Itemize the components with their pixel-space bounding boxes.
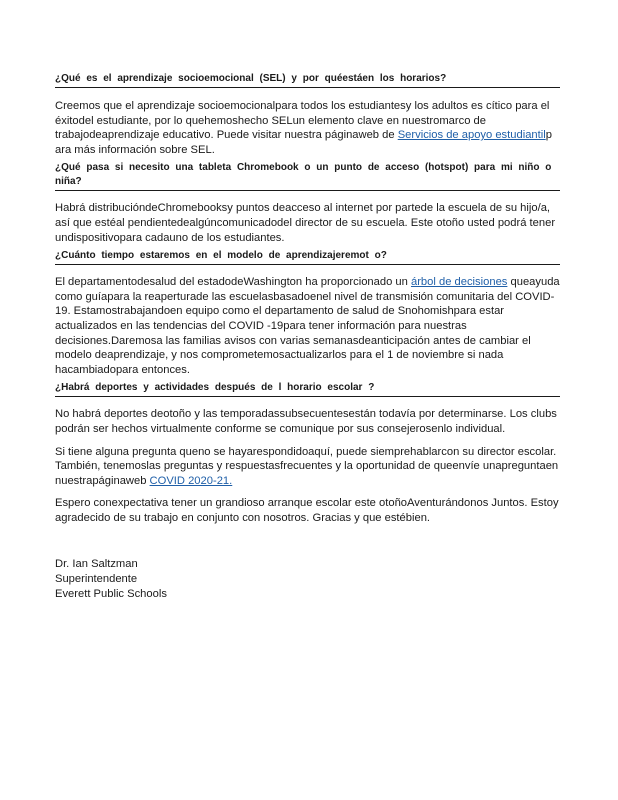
signature-block (55, 557, 560, 602)
heading-sel: ¿Qué es el aprendizaje socioemocional (SEL) y por quéestáen los horarios? (55, 72, 560, 88)
signature-org: Everett Public Schools (55, 588, 167, 601)
heading-chromebook: ¿Qué pasa si necesito una tableta Chromebook o un punto de acceso (hotspot) para mi niño o niña? (55, 161, 560, 191)
paragraph-questions (55, 445, 560, 489)
link-student-support-services[interactable]: Servicios de apoyo estudiantil (397, 129, 546, 142)
paragraph-sel (55, 99, 560, 157)
paragraph-text-after: p ara más información sobre SEL. (55, 129, 552, 156)
link-decision-tree[interactable]: árbol de decisiones (410, 276, 508, 289)
paragraph-text: El departamentodesalud del estadodeWashington ha proporcionado un (55, 276, 411, 289)
paragraph-sports: No habrá deportes deotoño y las temporadassubsecuentesestán todavía por determinarse. Los clubs podrán ser hechos virtualmente conforme se comunique por sus consejerosenlo individual. (55, 408, 557, 435)
paragraph-closing: Espero conexpectativa tener un grandioso arranque escolar este otoñoAventurándonos Juntos. Estoy agradecido de su trabajo en conjunto con nosotros. Gracias y que estébien. (55, 497, 559, 524)
heading-sports: ¿Habrá deportes y actividades después de l horario escolar ? (55, 381, 560, 397)
paragraph-text-after: queayuda como guíapara la reaperturade las escuelasbasadoenel nivel de transmisión comunitaria del COVID-19. Estamostrabajandoen equipo como el departamento de salud de Snohomishpara estar actualizados en las tendencias del COVID -19para tener información para nuestras decisiones.Daremosa las familias avisos con varias semanasdeanticipación antes de cambiar el modelo deaprendizaje, y nos comprometemosactualizarlos para el 1 de noviembre si nada hacambiadopara entonces. (55, 276, 560, 376)
letter-body (55, 72, 560, 602)
paragraph-chromebook: Habrá distribucióndeChromebooksy puntos deacceso al internet por partede la escuela de su hijo/a, así que estéal pendientedealgúncomunicadodel director de su escuela. Este otoño usted podrá tener undispositivopara cadauno de los estudiantes. (55, 202, 556, 244)
link-covid-2020-21[interactable]: COVID 2020-21. (149, 474, 233, 487)
paragraph-remote-learning (55, 275, 560, 377)
paragraph-text: Creemos que el aprendizaje socioemocionalpara todos los estudiantesy los adultos es cítico para el éxitodel estudiante, por lo quehemoshecho SELun elemento clave en nuestromarco de trabajodeaprendizaje educativo. Puede visitar nuestra páginaweb de (55, 100, 550, 142)
heading-remote-learning: ¿Cuánto tiempo estaremos en el modelo de aprendizajeremot o? (55, 249, 560, 265)
signature-name: Dr. Ian Saltzman (55, 558, 138, 571)
signature-title: Superintendente (55, 573, 138, 586)
paragraph-text: Si tiene alguna pregunta queno se hayarespondidoaquí, puede siemprehablarcon su director escolar. También, tenemoslas preguntas y respuestasfrecuentes y la oportunidad de queenvíe unapreguntaen nuestrapáginaweb (55, 445, 559, 487)
